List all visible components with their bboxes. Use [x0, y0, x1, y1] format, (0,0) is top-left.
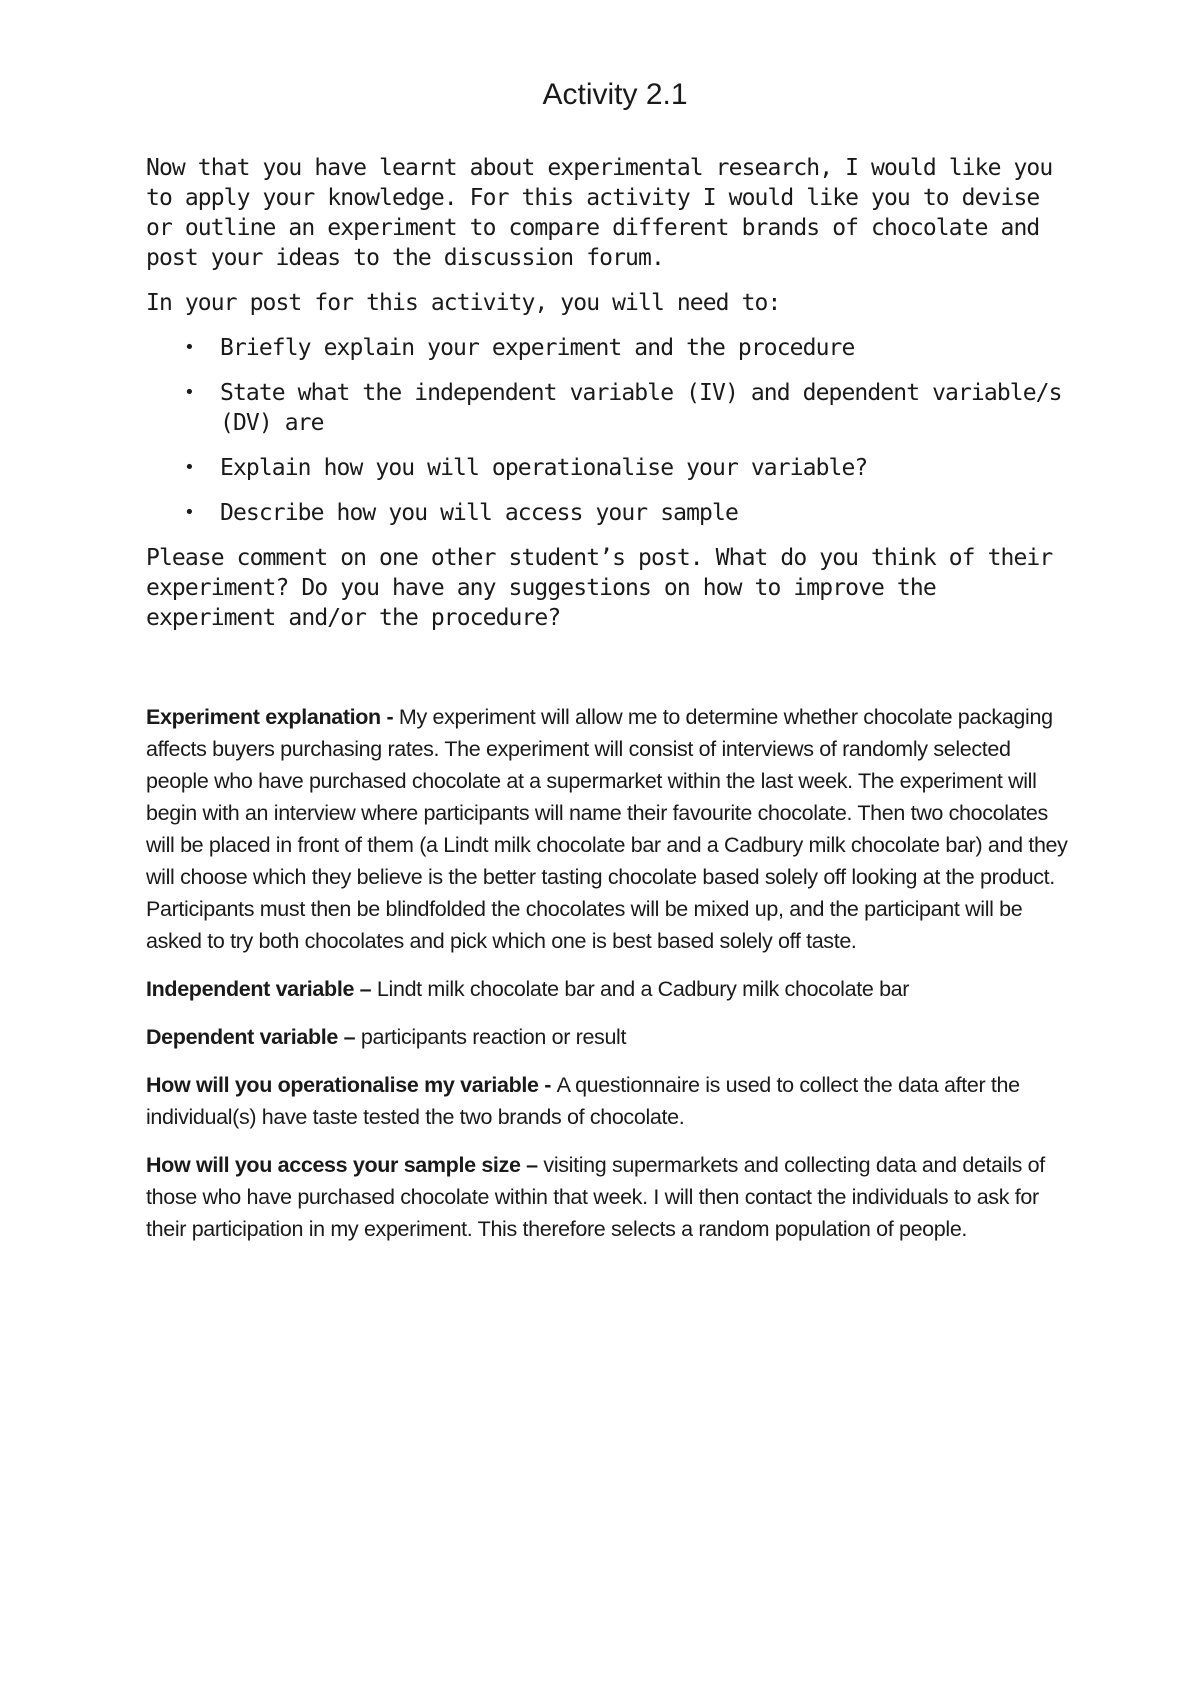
answer-label: Experiment explanation -: [146, 705, 399, 729]
answer-text: participants reaction or result: [360, 1025, 627, 1049]
answer-text: Lindt milk chocolate bar and a Cadbury milk chocolate bar: [376, 977, 910, 1001]
answers-section: [146, 701, 1070, 1245]
post-lead: In your post for this activity, you will need to:: [146, 290, 781, 316]
task-list: [146, 333, 1070, 528]
answer-experiment-explanation: [146, 701, 1070, 957]
answer-text: visiting supermarkets and collecting data and details of those who have purchased chocolate within that week. I will then contact the individuals to ask for their participation in my experiment. This therefore selects a random population of people.: [146, 1153, 1045, 1241]
answer-independent-variable: [146, 973, 1070, 1005]
answer-dependent-variable: [146, 1021, 1070, 1053]
answer-sample: [146, 1149, 1070, 1245]
bullet-icon: •: [184, 382, 194, 403]
task-text: Briefly explain your experiment and the procedure: [220, 335, 855, 361]
comment-instruction: Please comment on one other student’s post. What do you think of their experiment? Do you have any suggestions on how to improve the experiment and/or the procedure?: [146, 545, 1053, 631]
answer-text: My experiment will allow me to determine whether chocolate packaging affects buyers purchasing rates. The experiment will consist of interviews of randomly selected people who have purchased chocolate at a supermarket within the last week. The experiment will begin with an interview where participants will name their favourite chocolate. Then two chocolates will be placed in front of them (a Lindt milk chocolate bar and a Cadbury milk chocolate bar) and they will choose which they believe is the better tasting chocolate based solely off looking at the product. Participants must then be blindfolded the chocolates will be mixed up, and the participant will be asked to try both chocolates and pick which one is best based solely off taste.: [146, 705, 1068, 953]
task-text: Explain how you will operationalise your variable?: [220, 455, 868, 481]
answer-operationalise: [146, 1069, 1070, 1133]
list-item: [146, 378, 1070, 438]
answer-text: A questionnaire is used to collect the data after the individual(s) have taste tested the two brands of chocolate.: [146, 1073, 1020, 1129]
list-item: [146, 498, 1070, 528]
list-item: [146, 453, 1070, 483]
answer-label: How will you operationalise my variable -: [146, 1073, 557, 1097]
bullet-icon: •: [184, 502, 194, 523]
intro-paragraph: Now that you have learnt about experimental research, I would like you to apply your knowledge. For this activity I would like you to devise or outline an experiment to compare different brands of chocolate and post your ideas to the discussion forum.: [146, 155, 1053, 271]
list-item: [146, 333, 1070, 363]
page-title: Activity 2.1: [542, 78, 688, 111]
answer-label: How will you access your sample size –: [146, 1153, 544, 1177]
task-text: State what the independent variable (IV) and dependent variable/s (DV) are: [220, 380, 1062, 436]
answer-label: Dependent variable –: [146, 1025, 361, 1049]
bullet-icon: •: [184, 457, 194, 478]
bullet-icon: •: [184, 337, 194, 358]
answer-label: Independent variable –: [146, 977, 377, 1001]
task-text: Describe how you will access your sample: [220, 500, 738, 526]
